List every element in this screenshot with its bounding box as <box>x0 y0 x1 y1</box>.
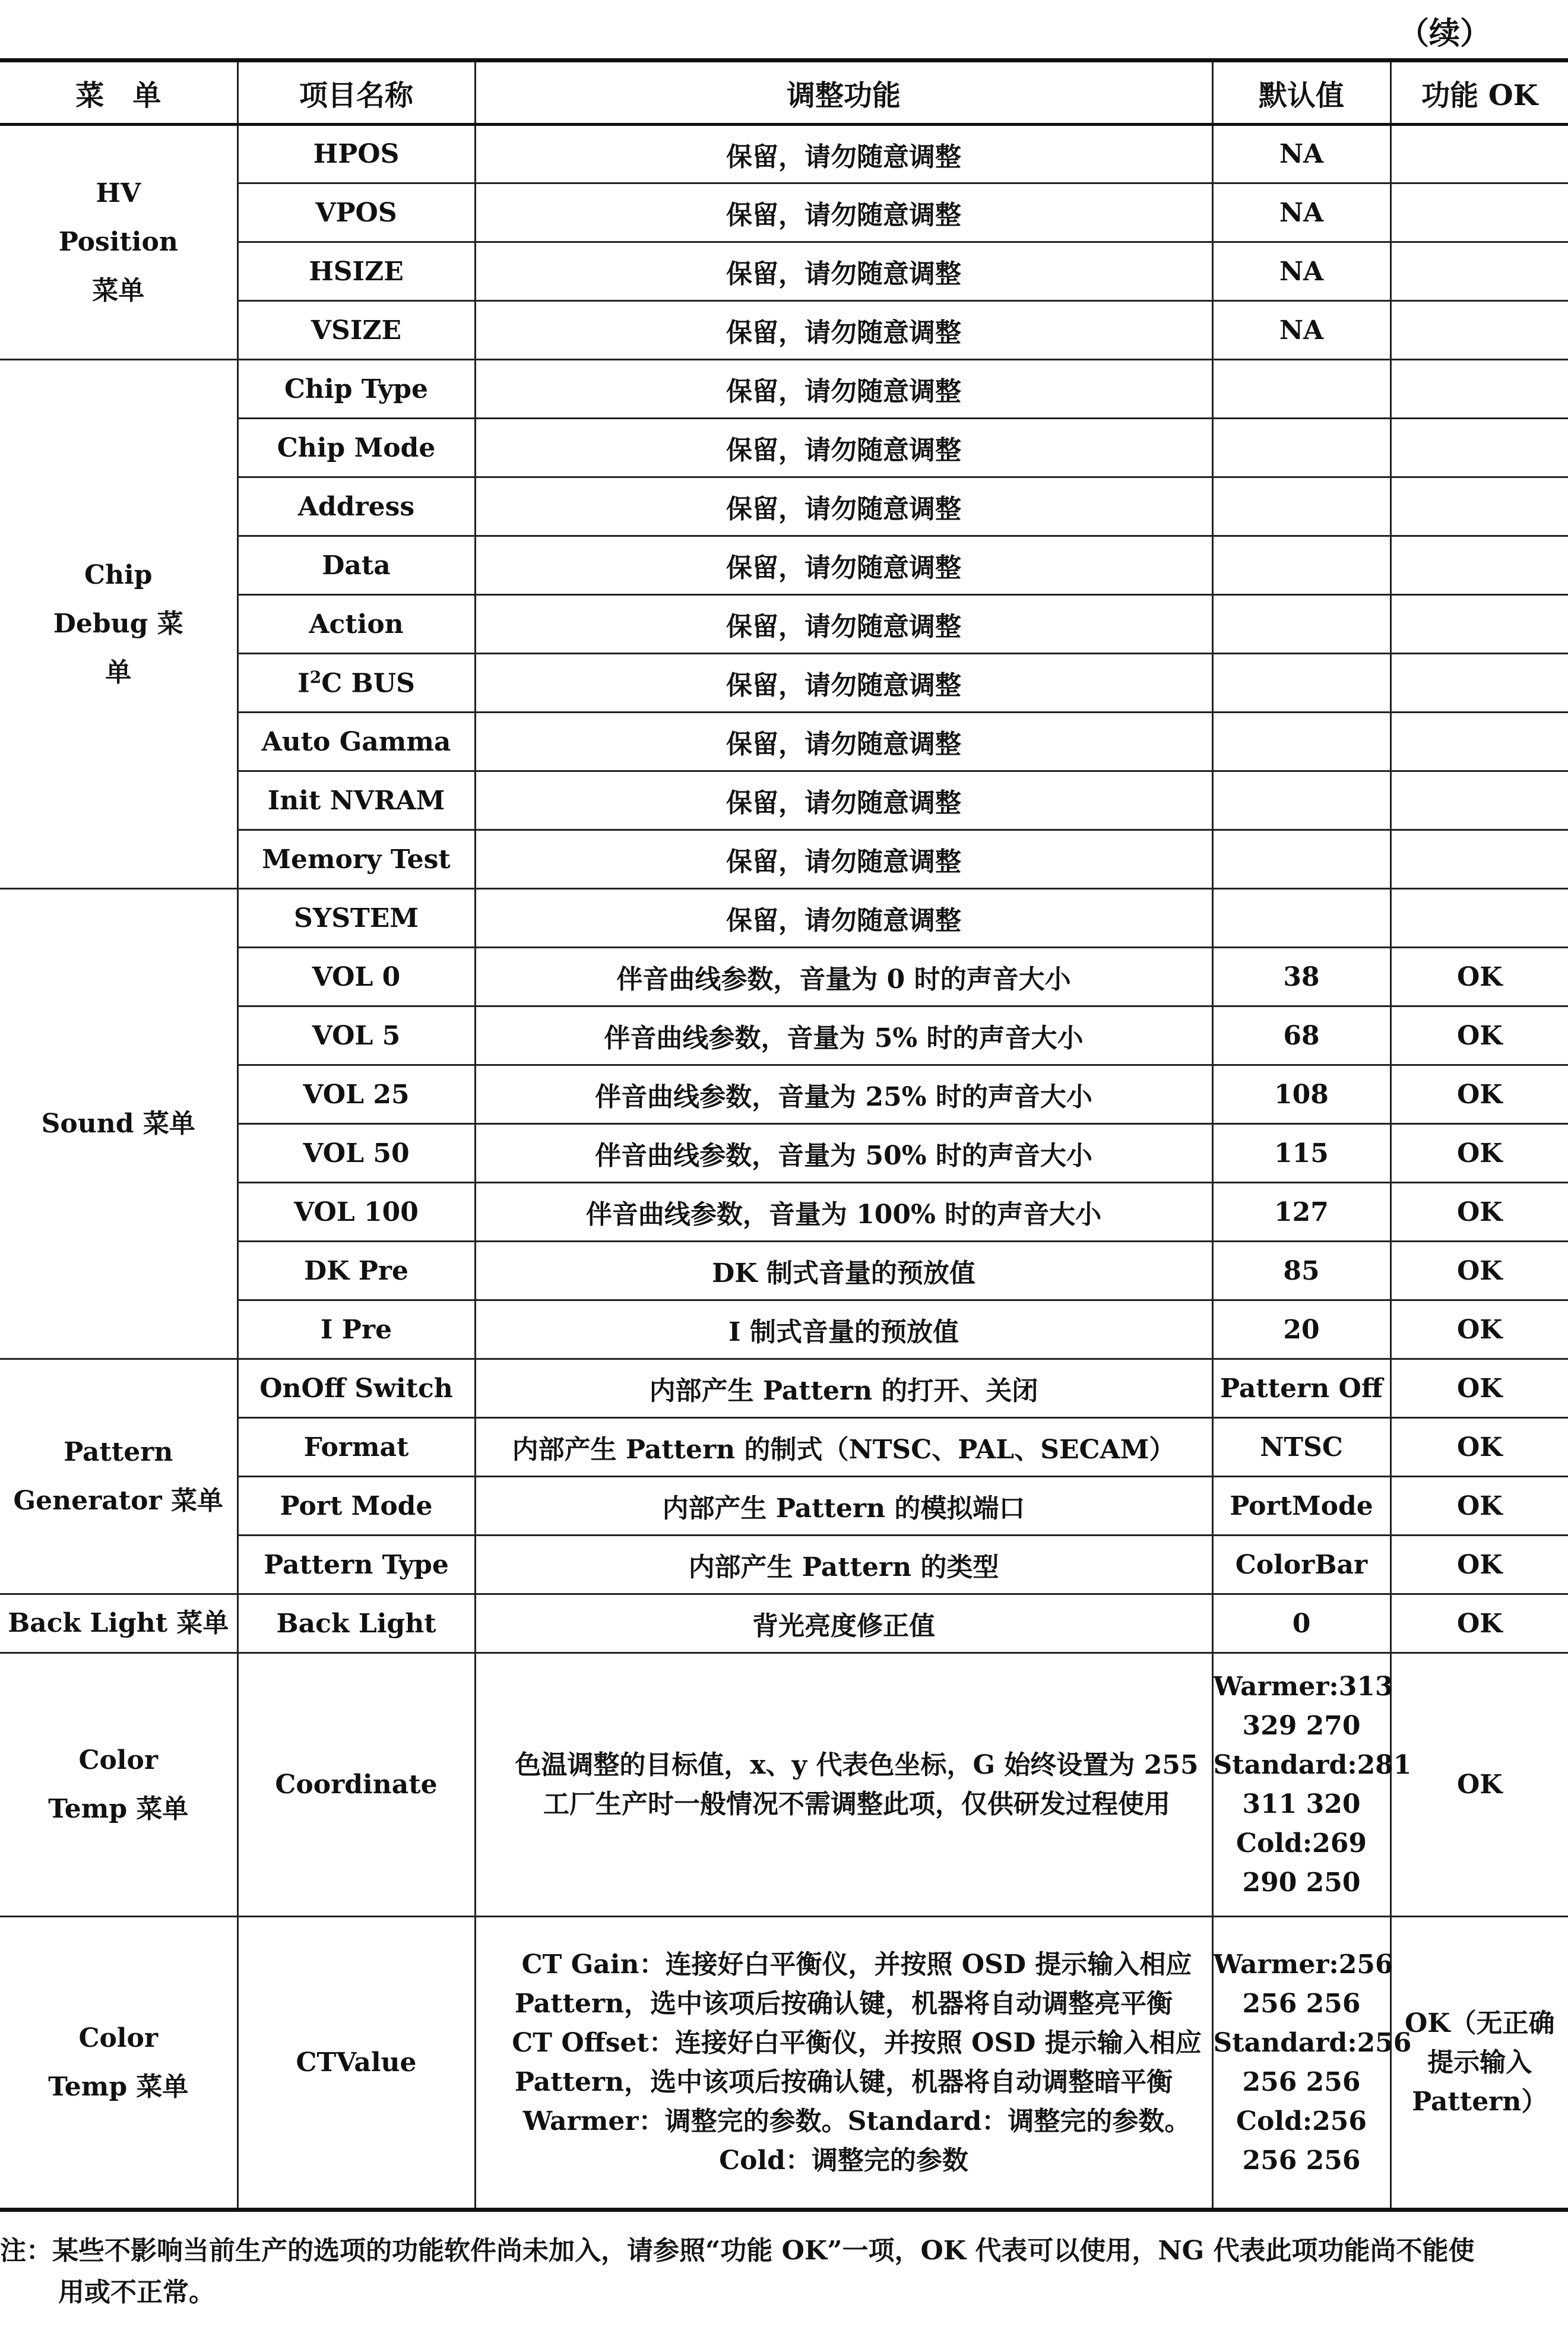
ok-cell <box>1390 301 1568 360</box>
group-back-light: Back Light 菜单 <box>0 1594 237 1653</box>
function-cell: 内部产生 Pattern 的制式（NTSC、PAL、SECAM） <box>475 1418 1212 1477</box>
default-cell: NA <box>1212 242 1390 301</box>
footnote <box>0 2230 1490 2313</box>
continued-label: （续） <box>1398 15 1491 52</box>
ctvalue-desc-2: CT Offset：连接好白平衡仪，并按照 OSD 提示输入相应 Pattern，选中该项后按确认键，机器将自动调整暗平衡 <box>512 2027 1202 2097</box>
item-cell: I Pre <box>237 1300 475 1359</box>
table-row <box>0 125 1568 183</box>
function-cell: 保留，请勿随意调整 <box>475 360 1212 419</box>
function-cell: 伴音曲线参数，音量为 100% 时的声音大小 <box>475 1183 1212 1242</box>
function-cell: 保留，请勿随意调整 <box>475 771 1212 830</box>
function-cell: 保留，请勿随意调整 <box>475 242 1212 301</box>
coordinate-desc-1: 色温调整的目标值，x、y 代表色坐标，G 始终设置为 255 <box>515 1749 1199 1780</box>
function-cell: 保留，请勿随意调整 <box>475 125 1212 183</box>
header-item: 项目名称 <box>237 61 475 125</box>
item-cell: SYSTEM <box>237 889 475 948</box>
ok-cell: OK <box>1390 1183 1568 1242</box>
item-cell: Chip Mode <box>237 419 475 477</box>
item-cell: VOL 5 <box>237 1006 475 1065</box>
coordinate-desc-2: 工厂生产时一般情况不需调整此项，仅供研发过程使用 <box>543 1788 1170 1819</box>
header-ok: 功能 OK <box>1390 61 1568 125</box>
item-cell: Back Light <box>237 1594 475 1653</box>
function-cell: 背光亮度修正值 <box>475 1594 1212 1653</box>
group-color-temp: Color Temp 菜单 <box>0 1653 237 1917</box>
function-cell: 保留，请勿随意调整 <box>475 477 1212 536</box>
function-cell: 内部产生 Pattern 的模拟端口 <box>475 1477 1212 1536</box>
header-function: 调整功能 <box>475 61 1212 125</box>
item-cell: Port Mode <box>237 1477 475 1536</box>
item-cell: Auto Gamma <box>237 713 475 771</box>
function-cell: 保留，请勿随意调整 <box>475 889 1212 948</box>
factory-menu-table <box>0 58 1568 2212</box>
default-cell <box>1212 713 1390 771</box>
default-cell: ColorBar <box>1212 1536 1390 1594</box>
group-chip-debug: Chip Debug 菜单 <box>0 360 237 889</box>
ok-cell: OK <box>1390 1242 1568 1300</box>
header-default: 默认值 <box>1212 61 1390 125</box>
ok-cell <box>1390 242 1568 301</box>
item-cell: DK Pre <box>237 1242 475 1300</box>
function-cell: DK 制式音量的预放值 <box>475 1242 1212 1300</box>
header-row <box>0 61 1568 125</box>
ok-cell <box>1390 771 1568 830</box>
item-cell: HSIZE <box>237 242 475 301</box>
function-cell: 保留，请勿随意调整 <box>475 183 1212 242</box>
group-sound: Sound 菜单 <box>0 889 237 1359</box>
item-cell: $I^2C$ BUS <box>237 654 475 713</box>
default-cell: 108 <box>1212 1065 1390 1124</box>
item-cell: Memory Test <box>237 830 475 889</box>
item-cell: VOL 100 <box>237 1183 475 1242</box>
function-cell: 伴音曲线参数，音量为 0 时的声音大小 <box>475 948 1212 1006</box>
default-cell: Warmer:313 329 270 Standard:281 311 320 Cold:269 290 250 <box>1212 1653 1390 1917</box>
table-row <box>0 1653 1568 1917</box>
ok-cell <box>1390 713 1568 771</box>
item-cell: VSIZE <box>237 301 475 360</box>
item-cell: Address <box>237 477 475 536</box>
table-row <box>0 1594 1568 1653</box>
ok-cell: OK <box>1390 1418 1568 1477</box>
default-cell: PortMode <box>1212 1477 1390 1536</box>
ok-cell <box>1390 477 1568 536</box>
item-cell: HPOS <box>237 125 475 183</box>
default-cell <box>1212 654 1390 713</box>
function-cell: 伴音曲线参数，音量为 50% 时的声音大小 <box>475 1124 1212 1183</box>
item-cell: VOL 50 <box>237 1124 475 1183</box>
function-cell: 内部产生 Pattern 的类型 <box>475 1536 1212 1594</box>
ok-cell <box>1390 830 1568 889</box>
ok-cell <box>1390 536 1568 595</box>
function-cell: 保留，请勿随意调整 <box>475 301 1212 360</box>
ok-cell <box>1390 183 1568 242</box>
ok-cell: OK <box>1390 1359 1568 1418</box>
function-cell: 内部产生 Pattern 的打开、关闭 <box>475 1359 1212 1418</box>
group-pattern-generator: Pattern Generator 菜单 <box>0 1359 237 1594</box>
function-cell: 保留，请勿随意调整 <box>475 595 1212 654</box>
default-cell: 127 <box>1212 1183 1390 1242</box>
default-cell: NA <box>1212 183 1390 242</box>
ok-cell: OK <box>1390 948 1568 1006</box>
default-cell: 115 <box>1212 1124 1390 1183</box>
ok-cell <box>1390 419 1568 477</box>
default-cell: NA <box>1212 125 1390 183</box>
ok-cell <box>1390 654 1568 713</box>
function-cell: 伴音曲线参数，音量为 5% 时的声音大小 <box>475 1006 1212 1065</box>
function-cell: 保留，请勿随意调整 <box>475 536 1212 595</box>
item-cell: Chip Type <box>237 360 475 419</box>
default-cell: 85 <box>1212 1242 1390 1300</box>
item-cell: VOL 0 <box>237 948 475 1006</box>
ok-cell <box>1390 360 1568 419</box>
default-cell <box>1212 419 1390 477</box>
ok-cell: OK <box>1390 1124 1568 1183</box>
default-cell: NA <box>1212 301 1390 360</box>
ok-cell: OK <box>1390 1536 1568 1594</box>
function-cell: I 制式音量的预放值 <box>475 1300 1212 1359</box>
default-cell: 68 <box>1212 1006 1390 1065</box>
item-cell: Format <box>237 1418 475 1477</box>
item-cell: Data <box>237 536 475 595</box>
default-cell <box>1212 889 1390 948</box>
default-cell <box>1212 595 1390 654</box>
ok-cell <box>1390 125 1568 183</box>
ok-cell: OK（无正确 提示输入 Pattern） <box>1390 1917 1568 2210</box>
item-cell: Action <box>237 595 475 654</box>
function-cell: 保留，请勿随意调整 <box>475 713 1212 771</box>
function-cell: 保留，请勿随意调整 <box>475 419 1212 477</box>
default-cell: Pattern Off <box>1212 1359 1390 1418</box>
ctvalue-desc-3: Warmer：调整完的参数。Standard：调整完的参数。Cold：调整完的参数 <box>522 2106 1191 2176</box>
item-cell: Init NVRAM <box>237 771 475 830</box>
default-cell: 38 <box>1212 948 1390 1006</box>
table-row <box>0 360 1568 419</box>
function-cell: 伴音曲线参数，音量为 25% 时的声音大小 <box>475 1065 1212 1124</box>
header-menu: 菜 单 <box>0 61 237 125</box>
default-cell: NTSC <box>1212 1418 1390 1477</box>
function-cell: 保留，请勿随意调整 <box>475 654 1212 713</box>
default-cell <box>1212 477 1390 536</box>
function-cell: 保留，请勿随意调整 <box>475 830 1212 889</box>
ok-cell <box>1390 595 1568 654</box>
ctvalue-desc-1: CT Gain：连接好白平衡仪，并按照 OSD 提示输入相应 Pattern，选中该项后按确认键，机器将自动调整亮平衡 <box>514 1949 1192 2019</box>
item-cell: Pattern Type <box>237 1536 475 1594</box>
item-cell: Coordinate <box>237 1653 475 1917</box>
ok-cell: OK <box>1390 1065 1568 1124</box>
group-hv-position: HV Position 菜单 <box>0 125 237 360</box>
default-cell <box>1212 536 1390 595</box>
default-cell <box>1212 360 1390 419</box>
function-cell <box>475 1917 1212 2210</box>
default-cell <box>1212 771 1390 830</box>
default-cell: 20 <box>1212 1300 1390 1359</box>
ok-cell: OK <box>1390 1006 1568 1065</box>
table-row <box>0 1917 1568 2210</box>
footnote-text: 某些不影响当前生产的选项的功能软件尚未加入，请参照“功能 OK”一项，OK 代表可以使用，NG 代表此项功能尚不能使用或不正常。 <box>52 2236 1475 2307</box>
item-cell: CTValue <box>237 1917 475 2210</box>
default-cell: 0 <box>1212 1594 1390 1653</box>
table-row <box>0 1359 1568 1418</box>
table-row <box>0 889 1568 948</box>
item-cell: OnOff Switch <box>237 1359 475 1418</box>
item-cell: VPOS <box>237 183 475 242</box>
ok-cell: OK <box>1390 1594 1568 1653</box>
item-cell: VOL 25 <box>237 1065 475 1124</box>
group-color-temp: Color Temp 菜单 <box>0 1917 237 2210</box>
ok-cell: OK <box>1390 1653 1568 1917</box>
default-cell <box>1212 830 1390 889</box>
ok-cell: OK <box>1390 1477 1568 1536</box>
ok-cell <box>1390 889 1568 948</box>
footnote-label: 注： <box>0 2236 52 2266</box>
function-cell <box>475 1653 1212 1917</box>
ok-cell: OK <box>1390 1300 1568 1359</box>
default-cell: Warmer:256 256 256 Standard:256 256 256 Cold:256 256 256 <box>1212 1917 1390 2210</box>
